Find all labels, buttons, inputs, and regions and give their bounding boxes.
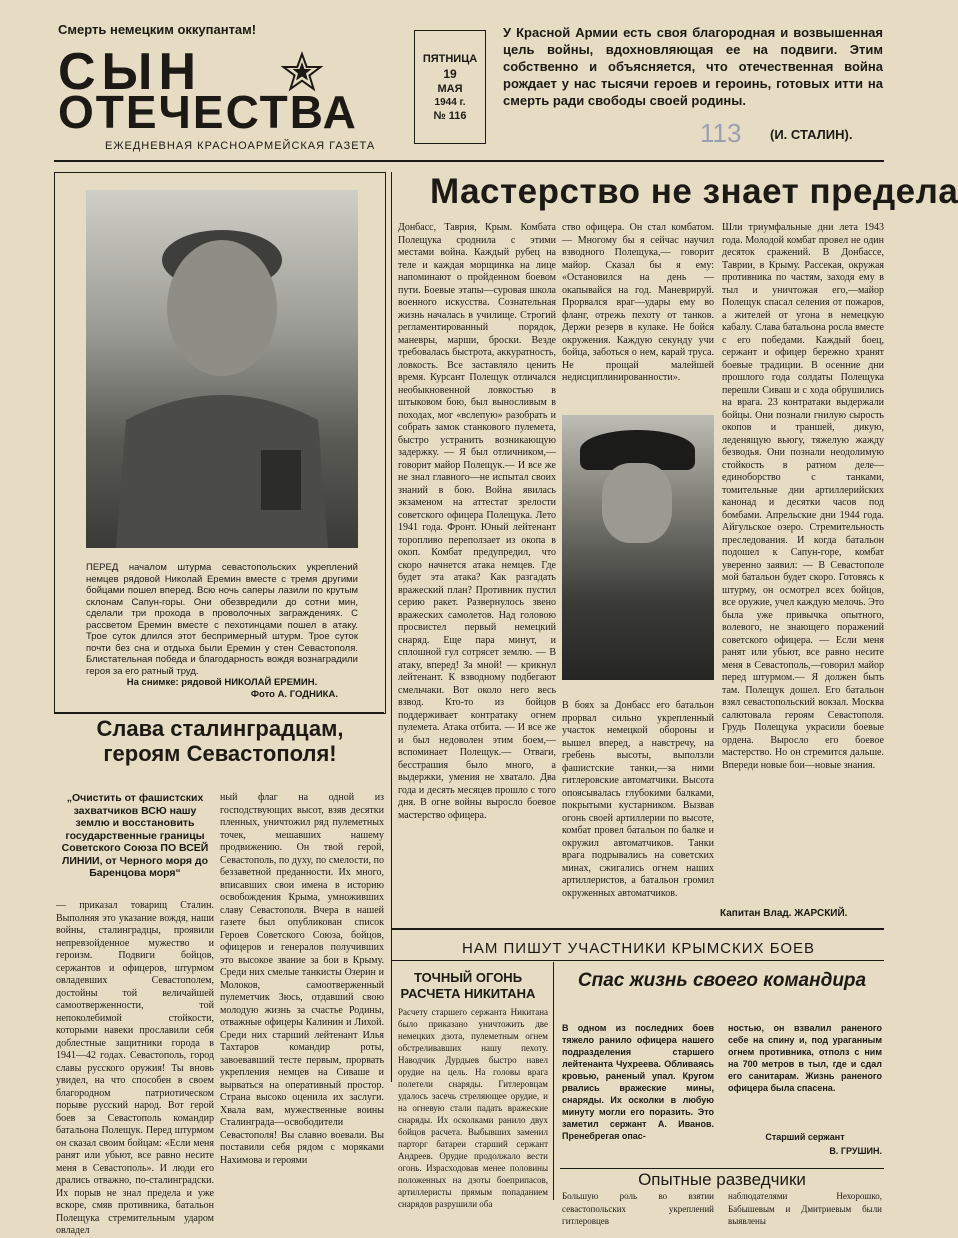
soldier-portrait-photo — [86, 190, 358, 548]
red-star-icon — [282, 52, 322, 92]
issue-month: МАЯ — [437, 82, 463, 95]
main-article-col-2-lower: В боях за Донбасс его батальон прорвал сильно укрепленный участок немецкой обороны и вышел вперед, а навстречу, на гребень высоты, выползли фашистские танки,—за ними гитлеровские автоматчики. Высота опоясывалась глубокими балками, покрытыми кустарником. Вызвав огонь своей артиллерии по высоте, комбат провел батальон по балке и окружил автоматчиков. Танки врага подрывались на советских минах, сжигались огнем наших артиллеристов, а батальон громил окруженных автоматчиков. — [562, 700, 714, 899]
title-line-2: ОТЕЧЕСТВА — [58, 86, 358, 138]
slava-col-2: ный флаг на одной из господствующих высот, взяв десятки пленных, уничтожил ряд пулеметных точек, мешавших нашему продвижению. Он твой герой, Севастополь, по духу, по смелости, по беззаветной преданности. Их много, вписавших свои имена в историю освобождения Крыма, умноживших славу Севастополя. Вчера в нашей газете был опубликован список Героев Советского Союза, бойцов, офицеров и генералов получивших это высокое звание за бои в Крыму. Среди них смелые танкисты Озерин и Молоков, самоотверженный пулеметчик Зюсь, отдавший свою молодую жизнь за счастье Родины, отважные офицеры Калинин и Лихой. Среди них старший лейтенант Илья Тахтаров командир роты, завоевавший тесте первым, прорвать укрепления немцев на Сиваше и вырваться на оперативный простор. Страна высоко оценила их заслуги. Хвала вам, мужественные воины Сталинграда—освободители Севастополя! Вы славно воевали. Вы поставили себя рядом с моряками Нахимова и героями — [220, 792, 384, 1166]
issue-weekday: ПЯТНИЦА — [422, 52, 478, 65]
saved-signature-name: В. ГРУШИН. — [829, 1146, 882, 1156]
photo-credit: Фото А. ГОДНИКА. — [250, 688, 338, 700]
main-headline: Мастерство не знает предела — [430, 172, 958, 211]
main-article-signature: Капитан Влад. ЖАРСКИЙ. — [720, 908, 848, 919]
section-rule-top — [391, 928, 884, 930]
fire-text: Расчету старшего сержанта Никитана было приказано уничтожить две немецких дзота, пулеметным огнем обстреливавших нашу пехоту. Наводчик Дурдыев быстро навел орудие на цель. На головы врага полетели снаряды. Гитлеровцам удалось засечь стреляющее орудие, и на огневую стали падать вражеские снаряды. Их осколками ранило двух бойцов расчета. Выбывших заменил парторг батареи старший сержант Андреев. Орудие продолжало вести огонь. Израсходовав менее половины положенных на дзоты боеприпасов, артиллеристы прямым попаданием снарядов разрушили оба — [398, 1007, 548, 1209]
newspaper-subtitle: ЕЖЕДНЕВНАЯ КРАСНОАРМЕЙСКАЯ ГАЗЕТА — [105, 140, 376, 152]
main-article-col-1: Донбасс, Таврия, Крым. Комбата Полещука сроднила с этими местами война. Каждый рубец на теле и каждая морщинка на лице напоминают о пройденном боевом пути. Боевые этапы—суровая школа военного искусства. Сознательная жизнь началась в училище. Строгий регламентированный порядок, маневры, марши, броски. Везде требовалась быстрота, аккуратность, ловкость. Все заставляло ценить время. Курсант Полещук отличался необыкновенной ловкостью в штыковом бою, был выносливым в походах, мог «вслепую» разобрать и собрать замок станкового пулемета, быстро устранить возникающую задержку. — Я был отличником,— говорит майор Полещук.— И все же не знал главного—не испытал своих знаний в бою. Война явилась экзаменом на аттестат зрелости советского офицера Полещука. Лето 1941 года. Фронт. Юный лейтенант торопливо переползает из окопа в окоп. Комбат предупредил, что скоро начнется атака немцев. Где будет эта атака? Как разгадать вражеский план? Противник пустил серию ракет. Развернулось звено вражеских самолетов. Над головою просвистел первый немецкий снаряд. Еще пара минут, и сплошной гул сотрясет землю. — В атаку, вперед! За мной! — крикнул лейтенант. К взводному подбегают смельчаки. Вот около него весь взвод. Кто-то из бойцов поддерживает контратаку огнем пулемета. Атака отбита. — И все же и был недоволен этим боем,— вспоминает Полещук.— Отваги, бесстрашия было много, а выдержки, умения не хватало. Два года и десять месяцев прошло с того дня. В огне войны выросло боевое мастерство офицера. — [398, 222, 556, 821]
title-line-1: СЫН — [58, 43, 203, 101]
slogan: Смерть немецким оккупантам! — [58, 22, 257, 37]
scouts-text-b: наблюдателями Нехорошко, Бабышевым и Дмитриевым были выявлены — [728, 1191, 882, 1226]
col-divider-2 — [553, 962, 554, 1200]
issue-year: 1944 г. — [434, 96, 466, 108]
photo-caption-text: ПЕРЕД началом штурма севастопольских укреплений немцев рядовой Николай Еремин вместе с тремя другими бойцами пошел вперед. Всю ночь саперы лазили по крутым склонам Сапун-горы. Они обезвредили до сотни мин, сделали три прохода в проволочных заграждениях. С рассветом Еремин вместе с пехотинцами пошел в атаку. Трое суток длился этот беспримерный штурм. Трое суток почти без сна и отдыха были Еремин у стен Севастополя. Блистательная победа и благодарность вождя вознаградили героя за его ратный труд. — [86, 562, 358, 677]
slava-top-rule — [54, 712, 384, 713]
issue-number: № 116 — [433, 109, 467, 122]
handwritten-archive-number: 113 — [700, 118, 742, 148]
commander-portrait-photo — [562, 415, 714, 680]
masthead-rule — [54, 160, 884, 162]
scouts-title: Опытные разведчики — [638, 1170, 806, 1189]
slava-headline: Слава сталинградцам, героям Севастополя! — [96, 716, 344, 766]
saved-signature-rank: Старший сержант — [765, 1132, 845, 1142]
saved-text-a: В одном из последних боев тяжело ранило офицера нашего подразделения старшего лейтенанта Чухреева. Обливаясь кровью, раненый упал. Кругом рвались вражеские мины, снаряды. Их осколки в любую минуту могли его поразить. Это заметил сержант А. Иванов. Пренебрегая опас- — [562, 1023, 714, 1141]
photo-face-shape — [602, 463, 672, 543]
saved-title: Спас жизнь своего командира — [577, 970, 867, 991]
col-divider-1 — [391, 172, 392, 1082]
photo-caption-name: На снимке: рядовой НИКОЛАЙ ЕРЕМИН. — [126, 677, 318, 688]
issue-day: 19 — [443, 66, 457, 81]
saved-bottom-rule — [560, 1168, 884, 1169]
slava-lead: „Очистить от фашистских захватчиков ВСЮ нашу землю и восстановить государственные границы Советского Союза ПО ВСЕЙ ЛИНИИ, от Черного моря до Баренцова моря“ — [61, 792, 209, 879]
main-article-col-2: ство офицера. Он стал комбатом. — Многому бы я сейчас научил взводного Полещука,— говорит майор. Сказал бы я ему: «Остановился на день — окапывайся на год. Маневрируй. Прорвался враг—удары ему во фланг, отрежь пехоту от танков. Держи резерв в кулаке. Не бойся окружения. Каждую секунду учи бойца, заботься о нем, карай труса. Не прощай малейшей недисциплинированности». — [562, 222, 714, 383]
section-rule-bottom — [391, 960, 884, 961]
scouts-text-a: Большую роль во взятии севастопольских укреплений гитлеровцев — [562, 1191, 714, 1226]
issue-date-box — [414, 30, 486, 144]
saved-text-b: ностью, он взвалил раненого себе на спину и, под ураганным огнем противника, отполз с ним на 700 метров в тыл, где и сдал его санитарам. Жизнь раненого офицера была спасена. — [728, 1023, 882, 1093]
stalin-quote: У Красной Армии есть своя благородная и возвышенная цель войны, вдохновляющая ее на подвиги. Этим собственно и объясняется, что отечественная война рождает у нас тысячи героев и героинь, готовых итти на смерть ради свободы своей родины. — [503, 25, 883, 108]
portrait-shapes — [86, 190, 358, 548]
photo-caption — [86, 562, 358, 700]
fire-title: ТОЧНЫЙ ОГОНЬ РАСЧЕТА НИКИТАНА — [400, 970, 536, 1001]
crimea-section-head: НАМ ПИШУТ УЧАСТНИКИ КРЫМСКИХ БОЕВ — [462, 940, 816, 957]
slava-col-1: — приказал товарищ Сталин. Выполняя это указание вождя, наши войны, сталинградцы, проявили непревзойденное мужество и героизм. Подвиги бойцов, сержантов и офицеров, штурмом овладевших Севастополем, достойны той величайшей самоотверженности, той непоколебимой стойкости, которыми навеки прославили себя доблестные защитники города в 1941—42 годах. Севастополь, город славы русского оружия! Ты вновь увидел, на что способен в своем благородном патриотическом порыве русский народ. Вот герой боев за Севастополь командир батальона Полещук. Перед штурмом он сказал своим бойцам: «Если меня ранят или убьют, все равно несите меня в Севастополь». И люди его дрались отважно, по-сталинградски. Их порыв не знал предела и уже вскоре, смяв противника, батальон Полещука стремительным ударом овладел — [56, 900, 214, 1236]
quote-author: (И. СТАЛИН). — [770, 127, 853, 142]
main-article-col-3: Шли триумфальные дни лета 1943 года. Молодой комбат провел не один десяток сражений. В Донбассе, Таврии, в Крыму. Рассекая, окружая противника по частям, заходя ему в тыл и уничтожая его,—майор Полещук спасал селения от пожаров, а жителей от угона в немецкую кабалу. Слава батальона росла вместе с его победами. Каждый боец, сержант и офицер бережно хранят боевые традиции. В осенние дни прошлого года солдаты Полещука перешли Сиваш и с хода обрушились на врага. 23 контратаки выдержали бойцы. Они познали гнилую сырость окопов и траншей, дикую, леденящую вьюгу, тяжелую жажду безводья. Они познали неодолимую стойкость в ратном деле—единоборство с танками, томительные дни артиллерийских канонад и десятки часов под бомбами. Апрельские дни 1944 года. Айгульское озеро. Стремительность преследования. И когда батальон подошел к Сапун-горе, комбат уверенно заявил: — В Севастополе мой батальон будет скоро. Готовясь к штурму, он осмотрел всех бойцов, все оружие, учел каждую мелочь. Это была уже привычка опытного, волевого, не знающего поражений советского офицера. — Если меня ранят или убьют, все равно несите меня в Севастополь,—говорил майор перед штурмом.— Я должен быть там. Полещук дошел. Его батальон взял севастопольский вокзал. Москва салютовала героям Севастополя. Грудь Полещука украсили боевые ордена. Выросло его боевое мастерство. Но он стремится дальше. Впереди новые бои—новые знания. — [722, 222, 884, 771]
